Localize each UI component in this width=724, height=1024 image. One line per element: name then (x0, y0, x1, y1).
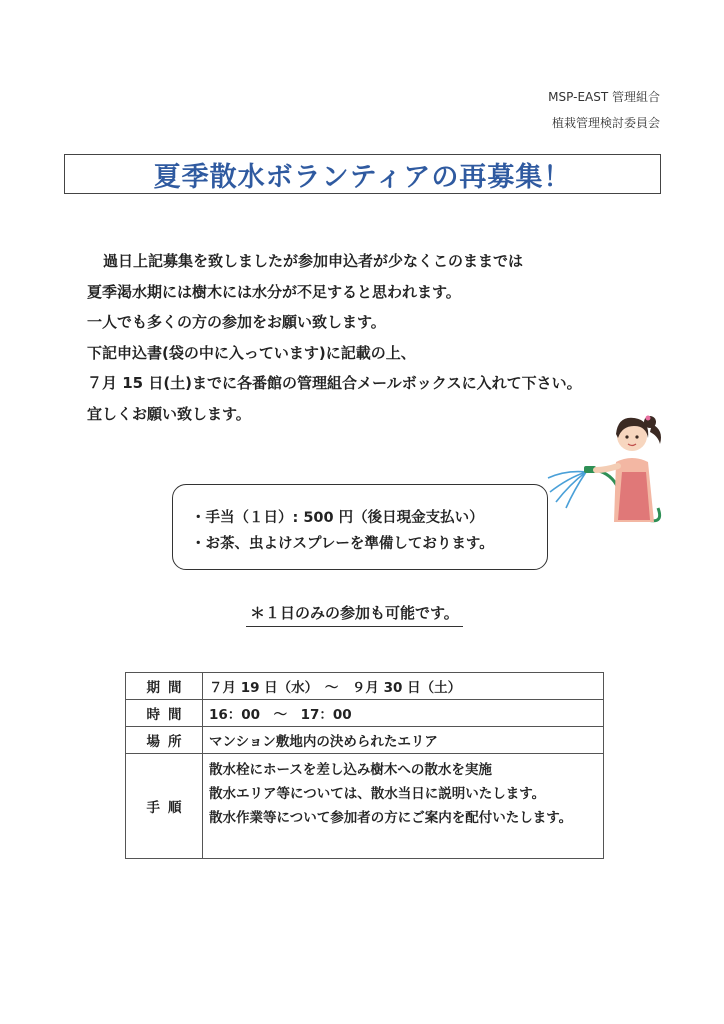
page-title: 夏季散水ボランティアの再募集！ (153, 161, 572, 193)
row-label: 時間 (126, 700, 203, 727)
procedure-line: 散水栓にホースを差し込み樹木への散水を実施 (209, 762, 492, 778)
body-line: 夏季渇水期には樹木には水分が不足すると思われます。 (87, 282, 461, 301)
one-day-note: ＊１日のみの参加も可能です。 (246, 602, 463, 627)
row-label: 期間 (126, 673, 203, 700)
row-label: 手順 (126, 754, 203, 859)
schedule-table (125, 672, 604, 859)
row-value: マンション敷地内の決められたエリア (203, 727, 604, 754)
table-row (126, 754, 604, 859)
procedure-line: 散水エリア等については、散水当日に説明いたします。 (209, 786, 546, 802)
table-row (126, 727, 604, 754)
row-value: ７月 19 日（水） ～ ９月 30 日（土） (203, 673, 604, 700)
benefit-box (172, 484, 548, 570)
benefit-item: ・お茶、虫よけスプレーを準備しております。 (191, 536, 494, 552)
committee-name: 植栽管理検討委員会 (551, 116, 660, 130)
body-line: 宜しくお願い致します。 (87, 404, 251, 423)
body-line: 下記申込書(袋の中に入っています)に記載の上、 (87, 343, 416, 362)
procedure-line: 散水作業等について参加者の方にご案内を配付いたします。 (209, 810, 573, 826)
table-row (126, 673, 604, 700)
table-row (126, 700, 604, 727)
title-box (64, 154, 661, 194)
row-value (203, 754, 604, 859)
benefit-item: ・手当（１日）: 500 円（後日現金支払い） (191, 510, 484, 526)
body-line: 過日上記募集を致しましたが参加申込者が少なくこのままでは (103, 252, 524, 270)
row-label: 場所 (126, 727, 203, 754)
woman-watering-with-hose-icon (546, 400, 676, 528)
body-text (87, 246, 582, 429)
body-line: ７月 15 日(土)までに各番館の管理組合メールボックスに入れて下さい。 (87, 374, 582, 392)
body-line: 一人でも多くの方の参加をお願い致します。 (87, 313, 386, 331)
row-value: 16：00 ～ 17：00 (203, 700, 604, 727)
organization-name: MSP-EAST 管理組合 (548, 90, 660, 104)
